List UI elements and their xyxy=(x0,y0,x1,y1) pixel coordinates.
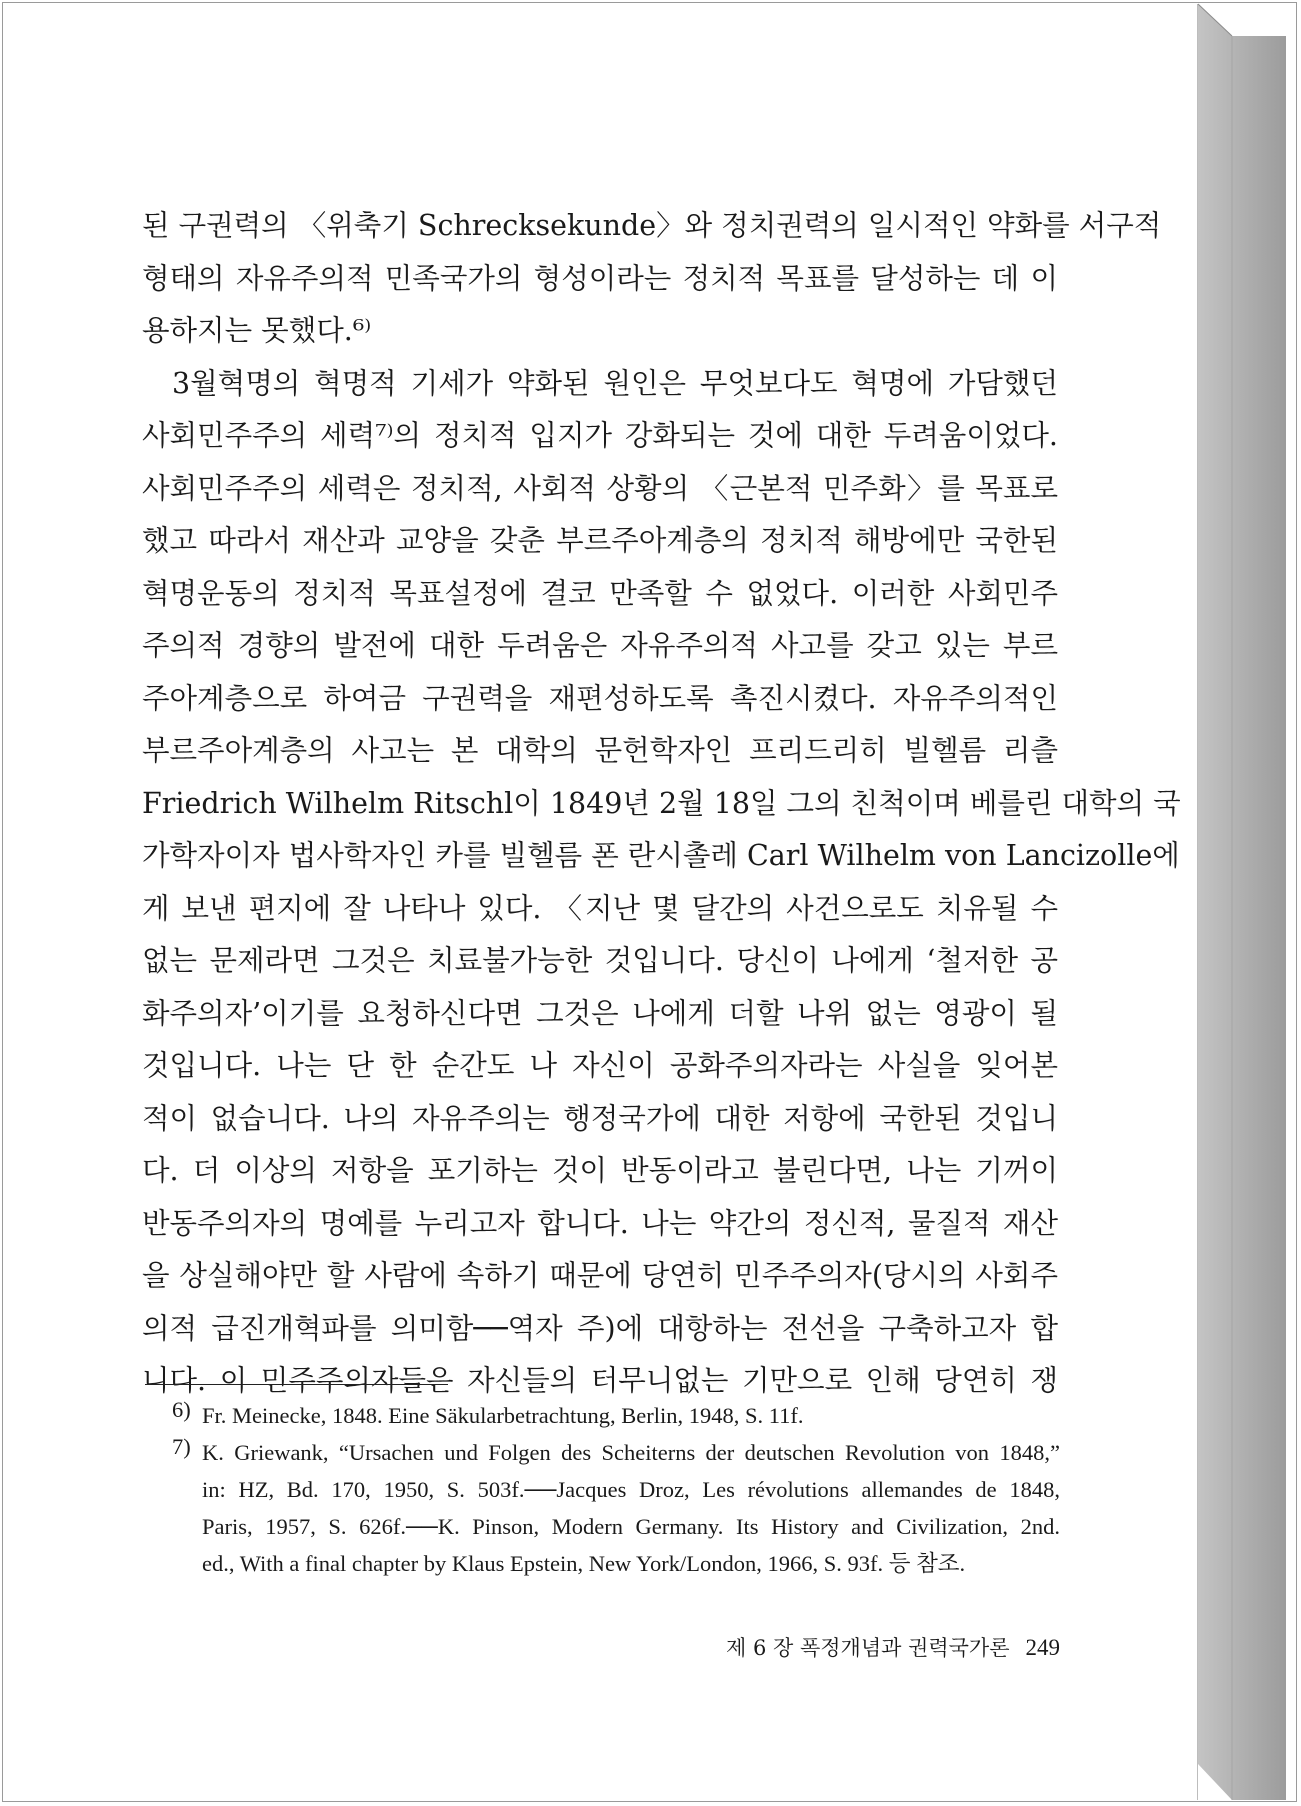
text-line: 다. 더 이상의 저항을 포기하는 것이 반동이라고 불린다면, 나는 기꺼이 xyxy=(142,1154,1058,1187)
running-footer xyxy=(624,1632,1060,1662)
text-line: 의적 급진개혁파를 의미함──역자 주)에 대항하는 전선을 구축하고자 합 xyxy=(142,1311,1058,1345)
footnote-number: 6) xyxy=(172,1397,191,1422)
footnote-line: ed., With a final chapter by Klaus Epstein, New York/London, 1966, S. 93f. 등 참조. xyxy=(202,1551,966,1576)
footnote-6 xyxy=(172,1397,1060,1434)
text-line: 게 보낸 편지에 잘 나타나 있다. 〈지난 몇 달간의 사건으로도 치유될 수 xyxy=(142,891,1058,925)
text-line: 부르주아계층의 사고는 본 대학의 문헌학자인 프리드리히 빌헬름 리츨 xyxy=(142,734,1058,767)
text-line: 적이 없습니다. 나의 자유주의는 행정국가에 대한 저항에 국한된 것입니 xyxy=(142,1101,1058,1135)
text-line: 사회민주주의 세력⁷⁾의 정치적 입지가 강화되는 것에 대한 두려움이었다. xyxy=(142,419,1058,452)
text-line: 화주의자’이기를 요청하신다면 그것은 나에게 더할 나위 없는 영광이 될 xyxy=(142,996,1058,1030)
text-line: 가학자이자 법사학자인 카를 빌헬름 폰 란시촐레 Carl Wilhelm von Lancizolle에 xyxy=(142,839,1180,872)
footnote-7 xyxy=(172,1434,1060,1582)
text-line: Friedrich Wilhelm Ritschl이 1849년 2월 18일 그의 친척이며 베를린 대학의 국 xyxy=(142,786,1181,820)
text-line: 혁명운동의 정치적 목표설정에 결코 만족할 수 없었다. 이러한 사회민주 xyxy=(142,576,1058,610)
footnote-line: Fr. Meinecke, 1848. Eine Säkularbetrachtung, Berlin, 1948, S. 11f. xyxy=(202,1403,804,1428)
footnote-number: 7) xyxy=(172,1434,191,1459)
footnote-separator xyxy=(145,1384,448,1385)
page-stack-edge xyxy=(1198,4,1286,1800)
text-line: 된 구권력의 〈위축기 Schrecksekunde〉와 정치권력의 일시적인 약화를 서구적 xyxy=(142,209,1162,242)
text-line: 형태의 자유주의적 민족국가의 형성이라는 정치적 목표를 달성하는 데 이 xyxy=(142,261,1058,295)
footnote-line: in: HZ, Bd. 170, 1950, S. 503f.──Jacques Droz, Les révolutions allemandes de 1848, xyxy=(202,1477,1060,1502)
text-line: 3월혁명의 혁명적 기세가 약화된 원인은 무엇보다도 혁명에 가담했던 xyxy=(172,366,1058,400)
text-line: 을 상실해야만 할 사람에 속하기 때문에 당연히 민주주의자(당시의 사회주 xyxy=(142,1259,1058,1292)
book-page xyxy=(4,4,1198,1800)
footnote-line: Paris, 1957, S. 626f.──K. Pinson, Modern Germany. Its History and Civilization, 2nd. xyxy=(202,1514,1060,1539)
footnote-line: K. Griewank, “Ursachen und Folgen des Scheiterns der deutschen Revolution von 1848,” xyxy=(202,1440,1060,1465)
text-line: 사회민주주의 세력은 정치적, 사회적 상황의 〈근본적 민주화〉를 목표로 xyxy=(142,471,1058,505)
chapter-title: 제 6 장 폭정개념과 권력국가론 xyxy=(726,1636,1010,1660)
page-number: 249 xyxy=(1025,1635,1060,1660)
body-text xyxy=(142,200,1181,1408)
text-line: 것입니다. 나는 단 한 순간도 나 자신이 공화주의자라는 사실을 잊어본 xyxy=(142,1049,1058,1082)
text-line: 없는 문제라면 그것은 치료불가능한 것입니다. 당신이 나에게 ‘철저한 공 xyxy=(142,944,1058,977)
text-line: 용하지는 못했다.⁶⁾ xyxy=(142,314,372,347)
text-line: 주의적 경향의 발전에 대한 두려움은 자유주의적 사고를 갖고 있는 부르 xyxy=(142,629,1058,662)
text-line: 반동주의자의 명예를 누리고자 합니다. 나는 약간의 정신적, 물질적 재산 xyxy=(142,1206,1058,1240)
text-line: 주아계층으로 하여금 구권력을 재편성하도록 촉진시켰다. 자유주의적인 xyxy=(142,681,1058,715)
text-line: 했고 따라서 재산과 교양을 갖춘 부르주아계층의 정치적 해방에만 국한된 xyxy=(142,524,1058,557)
text-line: 니다. 이 민주주의자들은 자신들의 터무니없는 기만으로 인해 당연히 쟁 xyxy=(142,1364,1058,1397)
footnotes xyxy=(172,1397,1060,1582)
